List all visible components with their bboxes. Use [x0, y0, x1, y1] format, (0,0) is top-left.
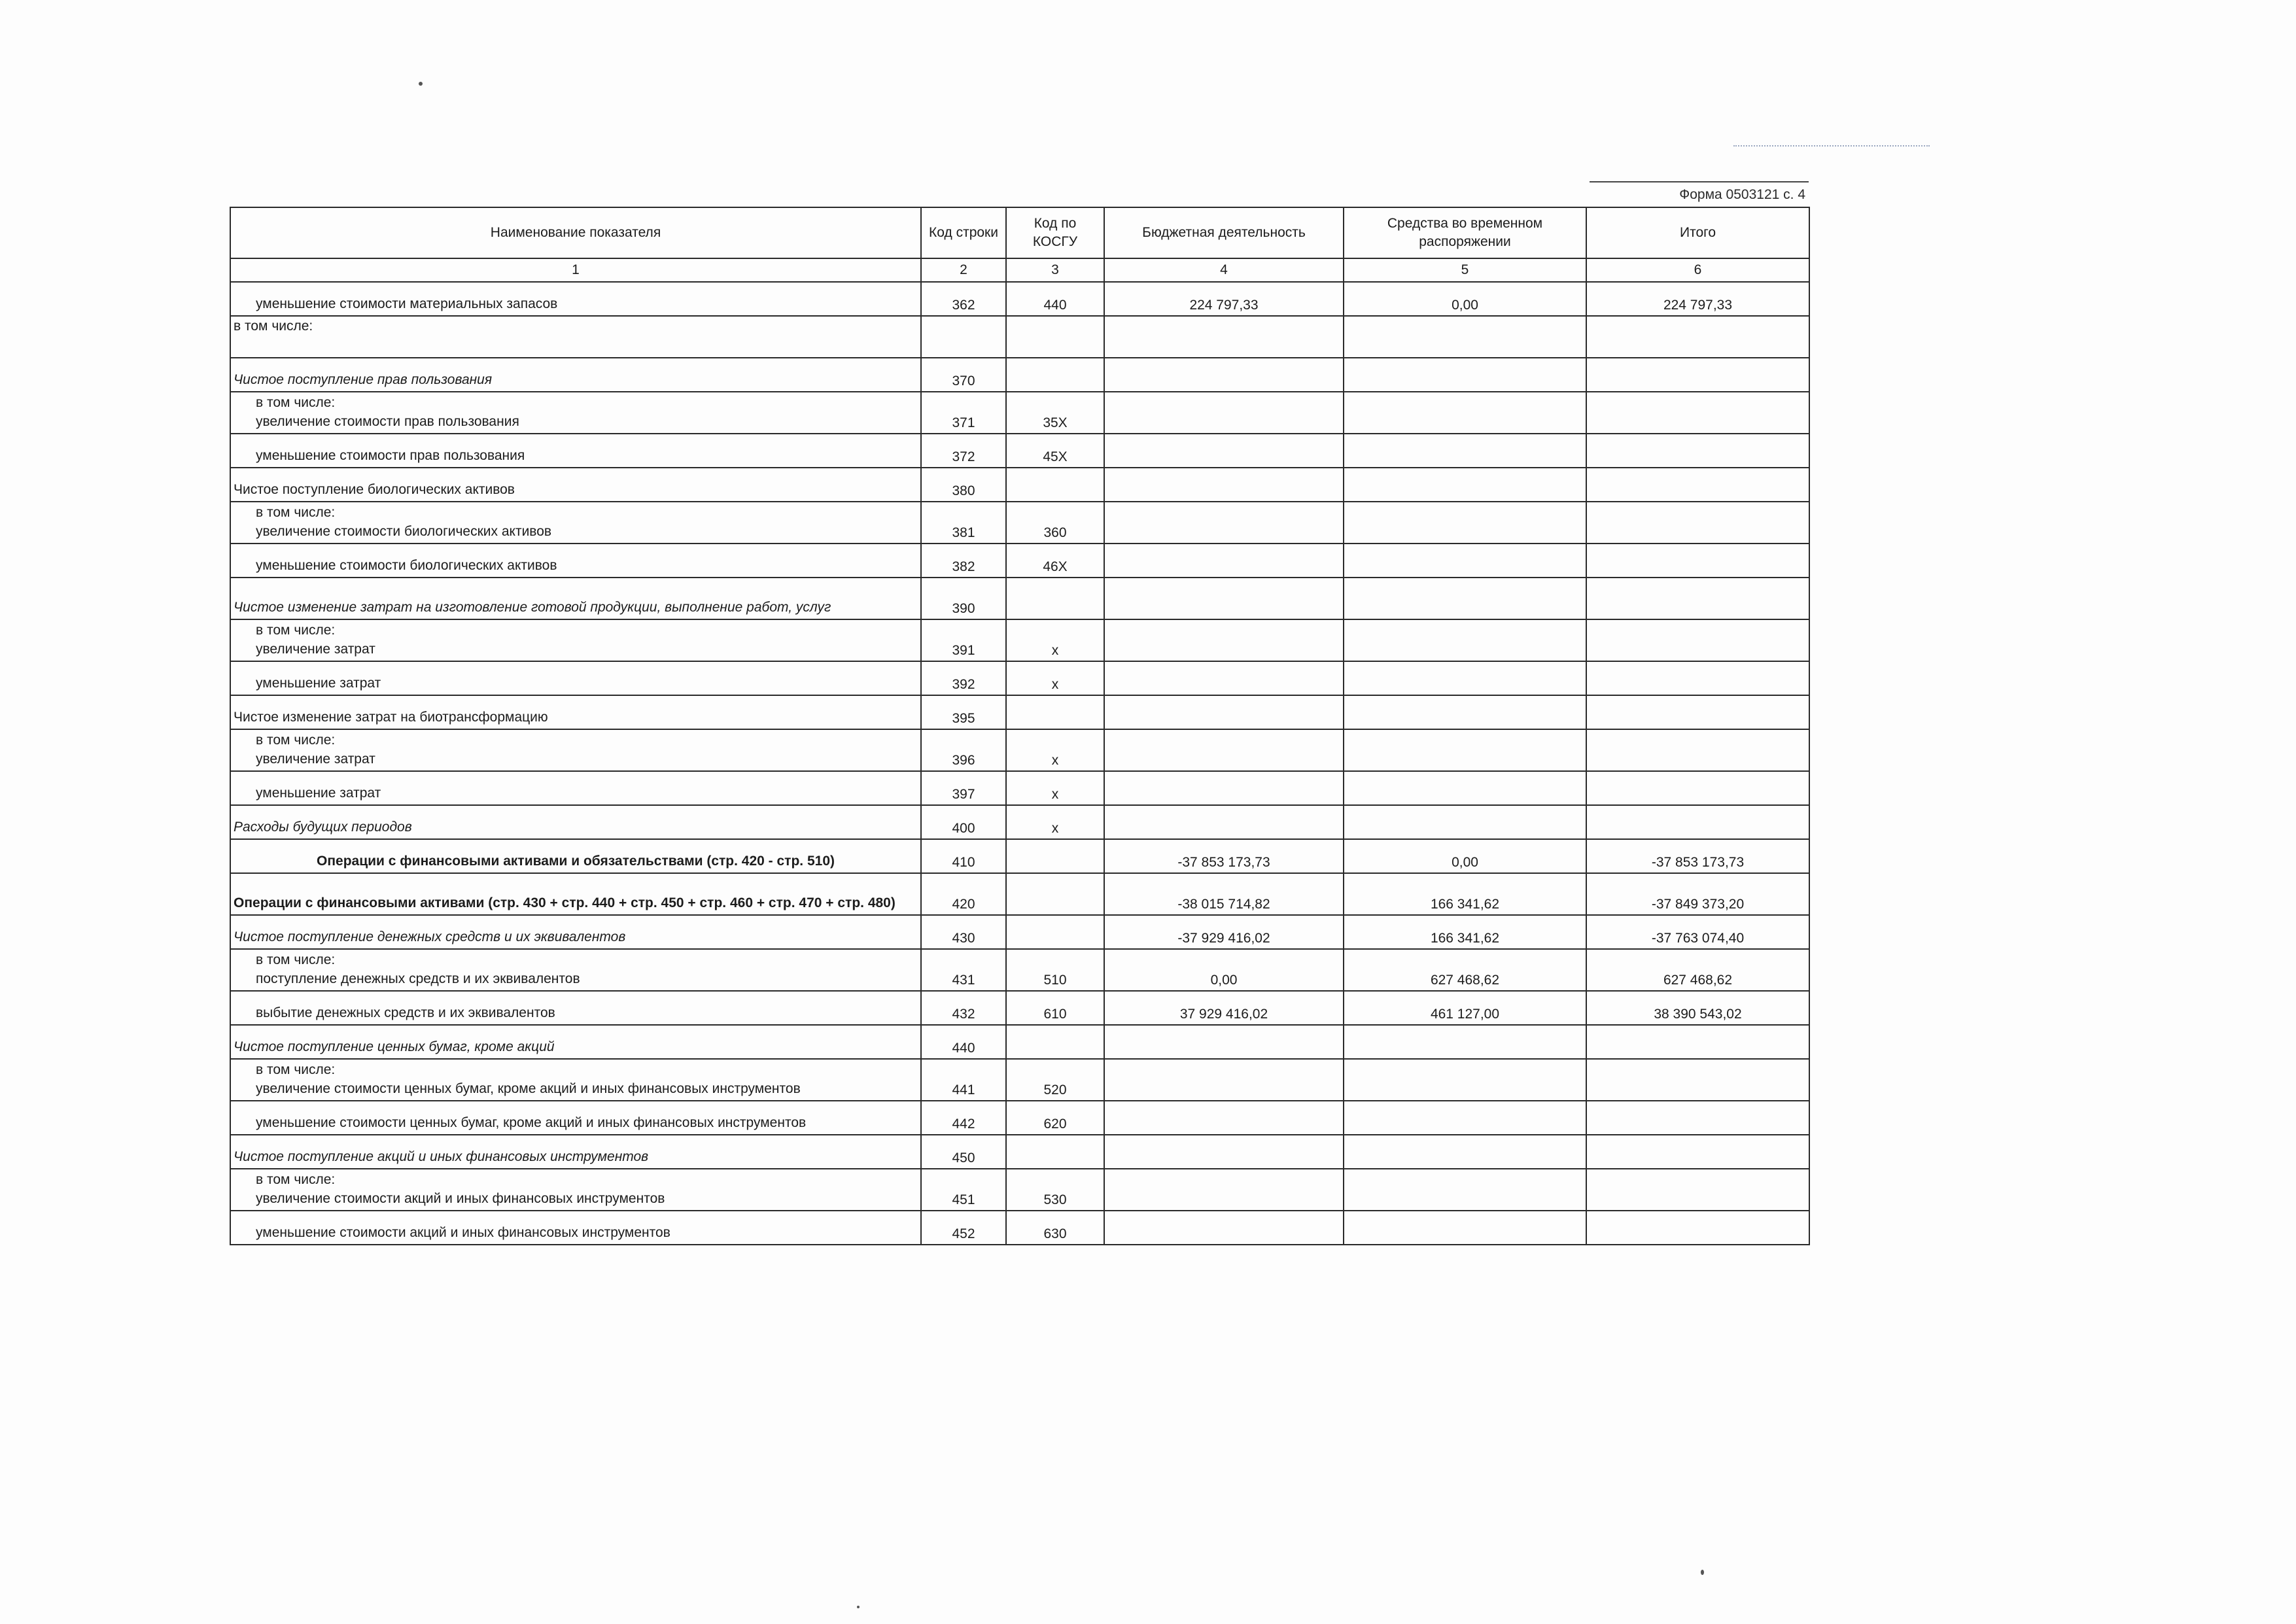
row-total: 224 797,33 — [1586, 282, 1809, 316]
row-temp: 0,00 — [1344, 839, 1586, 873]
row-temp — [1344, 805, 1586, 839]
row-code: 442 — [921, 1101, 1006, 1135]
row-kosgu — [1006, 358, 1104, 392]
row-total — [1586, 661, 1809, 695]
row-kosgu: 45X — [1006, 434, 1104, 468]
row-code: 380 — [921, 468, 1006, 502]
row-total: 38 390 543,02 — [1586, 991, 1809, 1025]
table-row — [230, 771, 1809, 805]
column-number: 6 — [1586, 258, 1809, 282]
row-name-prefix: в том числе: — [256, 952, 336, 967]
row-code: 452 — [921, 1211, 1006, 1245]
scan-speck — [1701, 1570, 1704, 1575]
row-total — [1586, 1059, 1809, 1101]
row-total: -37 763 074,40 — [1586, 915, 1809, 949]
row-budget — [1104, 392, 1344, 434]
row-code: 362 — [921, 282, 1006, 316]
table-row — [230, 1101, 1809, 1135]
row-total — [1586, 434, 1809, 468]
row-total — [1586, 578, 1809, 619]
row-code: 396 — [921, 729, 1006, 771]
row-code: 371 — [921, 392, 1006, 434]
row-code: 370 — [921, 358, 1006, 392]
table-row — [230, 805, 1809, 839]
row-total: -37 853 173,73 — [1586, 839, 1809, 873]
row-budget: -38 015 714,82 — [1104, 873, 1344, 915]
table-row — [230, 392, 1809, 434]
row-total: -37 849 373,20 — [1586, 873, 1809, 915]
row-budget — [1104, 1135, 1344, 1169]
row-budget — [1104, 1211, 1344, 1245]
column-number: 2 — [921, 258, 1006, 282]
row-kosgu — [1006, 839, 1104, 873]
row-total — [1586, 468, 1809, 502]
column-number: 4 — [1104, 258, 1344, 282]
row-budget — [1104, 502, 1344, 544]
row-name: Операции с финансовыми активами и обязательствами (стр. 420 - стр. 510) — [230, 839, 921, 873]
row-name: уменьшение стоимости биологических активов — [230, 544, 921, 578]
table-row — [230, 949, 1809, 991]
row-total — [1586, 1135, 1809, 1169]
row-kosgu: 360 — [1006, 502, 1104, 544]
row-budget: 37 929 416,02 — [1104, 991, 1344, 1025]
row-temp — [1344, 1135, 1586, 1169]
column-number: 1 — [230, 258, 921, 282]
table-row — [230, 619, 1809, 661]
row-kosgu: 520 — [1006, 1059, 1104, 1101]
row-temp — [1344, 502, 1586, 544]
row-name-text: поступление денежных средств и их эквивалентов — [256, 971, 580, 986]
row-budget — [1104, 316, 1344, 358]
row-name — [230, 729, 921, 771]
row-kosgu: 510 — [1006, 949, 1104, 991]
table-row — [230, 1025, 1809, 1059]
row-name: уменьшение стоимости прав пользования — [230, 434, 921, 468]
row-budget: 224 797,33 — [1104, 282, 1344, 316]
row-budget — [1104, 661, 1344, 695]
row-budget — [1104, 544, 1344, 578]
row-name — [230, 392, 921, 434]
row-kosgu — [1006, 468, 1104, 502]
table-row — [230, 434, 1809, 468]
row-name-text: увеличение стоимости биологических активов — [256, 524, 552, 539]
column-number-row — [230, 258, 1809, 282]
table-row — [230, 468, 1809, 502]
table-row — [230, 544, 1809, 578]
row-name: уменьшение затрат — [230, 661, 921, 695]
row-budget: 0,00 — [1104, 949, 1344, 991]
row-name — [230, 619, 921, 661]
row-code: 450 — [921, 1135, 1006, 1169]
row-code: 395 — [921, 695, 1006, 729]
row-code: 441 — [921, 1059, 1006, 1101]
row-total — [1586, 805, 1809, 839]
row-name: Операции с финансовыми активами (стр. 430 + стр. 440 + стр. 450 + стр. 460 + стр. 470 + стр. 480) — [230, 873, 921, 915]
report-table — [230, 207, 1810, 1245]
row-budget — [1104, 619, 1344, 661]
row-name — [230, 1169, 921, 1211]
row-code: 372 — [921, 434, 1006, 468]
row-total — [1586, 544, 1809, 578]
header-temp: Средства во временном распоряжении — [1344, 207, 1586, 258]
row-total — [1586, 316, 1809, 358]
row-code: 400 — [921, 805, 1006, 839]
row-kosgu: 630 — [1006, 1211, 1104, 1245]
row-code: 381 — [921, 502, 1006, 544]
table-row — [230, 661, 1809, 695]
row-name-prefix: в том числе: — [256, 623, 336, 638]
row-temp: 627 468,62 — [1344, 949, 1586, 991]
row-temp — [1344, 729, 1586, 771]
table-row — [230, 873, 1809, 915]
row-kosgu: x — [1006, 729, 1104, 771]
row-code: 392 — [921, 661, 1006, 695]
row-total — [1586, 502, 1809, 544]
row-kosgu: x — [1006, 771, 1104, 805]
row-kosgu: x — [1006, 805, 1104, 839]
table-row — [230, 1169, 1809, 1211]
row-name-prefix: в том числе: — [256, 1172, 336, 1187]
table-row — [230, 1211, 1809, 1245]
table-row — [230, 695, 1809, 729]
row-code: 430 — [921, 915, 1006, 949]
row-name: Чистое изменение затрат на изготовление готовой продукции, выполнение работ, услуг — [230, 578, 921, 619]
row-total: 627 468,62 — [1586, 949, 1809, 991]
row-budget — [1104, 771, 1344, 805]
row-name: Чистое поступление прав пользования — [230, 358, 921, 392]
row-budget — [1104, 1025, 1344, 1059]
row-name — [230, 502, 921, 544]
row-kosgu — [1006, 873, 1104, 915]
row-budget — [1104, 729, 1344, 771]
row-total — [1586, 771, 1809, 805]
row-name: Чистое поступление акций и иных финансовых инструментов — [230, 1135, 921, 1169]
row-total — [1586, 729, 1809, 771]
row-kosgu — [1006, 915, 1104, 949]
scan-speck — [857, 1606, 860, 1608]
row-code: 440 — [921, 1025, 1006, 1059]
row-temp — [1344, 1211, 1586, 1245]
table-row — [230, 502, 1809, 544]
row-name: уменьшение стоимости акций и иных финансовых инструментов — [230, 1211, 921, 1245]
row-code: 431 — [921, 949, 1006, 991]
table-row — [230, 729, 1809, 771]
row-name: Чистое поступление биологических активов — [230, 468, 921, 502]
row-kosgu: 440 — [1006, 282, 1104, 316]
row-name-text: увеличение стоимости прав пользования — [256, 414, 519, 429]
row-code: 390 — [921, 578, 1006, 619]
row-name: Чистое поступление ценных бумаг, кроме акций — [230, 1025, 921, 1059]
row-name: уменьшение стоимости материальных запасов — [230, 282, 921, 316]
row-temp — [1344, 1169, 1586, 1211]
row-total — [1586, 1169, 1809, 1211]
header-code: Код строки — [921, 207, 1006, 258]
row-name: в том числе: — [230, 316, 921, 358]
row-name-text: увеличение стоимости акций и иных финансовых инструментов — [256, 1191, 665, 1206]
row-budget — [1104, 434, 1344, 468]
row-temp: 166 341,62 — [1344, 873, 1586, 915]
row-temp — [1344, 544, 1586, 578]
table-row — [230, 282, 1809, 316]
row-code: 382 — [921, 544, 1006, 578]
table-row — [230, 915, 1809, 949]
row-temp — [1344, 468, 1586, 502]
row-temp — [1344, 1025, 1586, 1059]
row-code: 391 — [921, 619, 1006, 661]
row-code: 420 — [921, 873, 1006, 915]
row-budget — [1104, 1169, 1344, 1211]
header-budget: Бюджетная деятельность — [1104, 207, 1344, 258]
row-kosgu — [1006, 578, 1104, 619]
row-name-prefix: в том числе: — [256, 505, 336, 520]
header-total: Итого — [1586, 207, 1809, 258]
header-row — [230, 207, 1809, 258]
row-temp — [1344, 661, 1586, 695]
row-name-text: увеличение затрат — [256, 752, 375, 767]
row-kosgu — [1006, 695, 1104, 729]
row-kosgu: 530 — [1006, 1169, 1104, 1211]
row-name — [230, 949, 921, 991]
row-budget: -37 853 173,73 — [1104, 839, 1344, 873]
row-name-text: увеличение затрат — [256, 642, 375, 657]
row-total — [1586, 1101, 1809, 1135]
row-temp — [1344, 695, 1586, 729]
row-temp — [1344, 1059, 1586, 1101]
row-temp: 0,00 — [1344, 282, 1586, 316]
row-budget — [1104, 1101, 1344, 1135]
row-kosgu — [1006, 316, 1104, 358]
header-name: Наименование показателя — [230, 207, 921, 258]
row-temp — [1344, 771, 1586, 805]
row-budget — [1104, 358, 1344, 392]
row-temp: 461 127,00 — [1344, 991, 1586, 1025]
row-name: Чистое поступление денежных средств и их эквивалентов — [230, 915, 921, 949]
row-kosgu: 35X — [1006, 392, 1104, 434]
row-budget — [1104, 578, 1344, 619]
row-code: 410 — [921, 839, 1006, 873]
row-kosgu — [1006, 1135, 1104, 1169]
row-name — [230, 1059, 921, 1101]
row-kosgu: 610 — [1006, 991, 1104, 1025]
row-code: 432 — [921, 991, 1006, 1025]
row-total — [1586, 695, 1809, 729]
row-budget — [1104, 468, 1344, 502]
scan-speck — [419, 82, 423, 86]
row-name: выбытие денежных средств и их эквивалентов — [230, 991, 921, 1025]
row-kosgu: x — [1006, 619, 1104, 661]
row-name: Чистое изменение затрат на биотрансформацию — [230, 695, 921, 729]
row-budget — [1104, 1059, 1344, 1101]
row-total — [1586, 358, 1809, 392]
column-number: 3 — [1006, 258, 1104, 282]
row-temp — [1344, 1101, 1586, 1135]
row-kosgu — [1006, 1025, 1104, 1059]
row-kosgu: 46X — [1006, 544, 1104, 578]
scan-artifact-line — [1733, 145, 1930, 147]
row-name: Расходы будущих периодов — [230, 805, 921, 839]
row-total — [1586, 619, 1809, 661]
table-row — [230, 991, 1809, 1025]
row-total — [1586, 1025, 1809, 1059]
table-row — [230, 1059, 1809, 1101]
row-total — [1586, 392, 1809, 434]
row-temp: 166 341,62 — [1344, 915, 1586, 949]
table-row — [230, 839, 1809, 873]
row-code: 397 — [921, 771, 1006, 805]
row-code — [921, 316, 1006, 358]
row-temp — [1344, 392, 1586, 434]
form-label-rule — [1590, 181, 1809, 182]
row-temp — [1344, 619, 1586, 661]
row-total — [1586, 1211, 1809, 1245]
table-row — [230, 1135, 1809, 1169]
row-name-prefix: в том числе: — [256, 395, 336, 410]
table-row — [230, 316, 1809, 358]
row-name: уменьшение стоимости ценных бумаг, кроме акций и иных финансовых инструментов — [230, 1101, 921, 1135]
table-row — [230, 358, 1809, 392]
row-name: уменьшение затрат — [230, 771, 921, 805]
row-budget — [1104, 805, 1344, 839]
row-budget — [1104, 695, 1344, 729]
form-label: Форма 0503121 с. 4 — [1679, 187, 1805, 202]
row-name-prefix: в том числе: — [256, 733, 336, 748]
row-name-text: увеличение стоимости ценных бумаг, кроме акций и иных финансовых инструментов — [256, 1081, 801, 1096]
row-budget: -37 929 416,02 — [1104, 915, 1344, 949]
row-kosgu: 620 — [1006, 1101, 1104, 1135]
row-code: 451 — [921, 1169, 1006, 1211]
row-temp — [1344, 578, 1586, 619]
row-kosgu: x — [1006, 661, 1104, 695]
table-row — [230, 578, 1809, 619]
header-kosgu: Код по КОСГУ — [1006, 207, 1104, 258]
row-temp — [1344, 358, 1586, 392]
row-name-prefix: в том числе: — [256, 1062, 336, 1077]
column-number: 5 — [1344, 258, 1586, 282]
row-temp — [1344, 316, 1586, 358]
row-temp — [1344, 434, 1586, 468]
